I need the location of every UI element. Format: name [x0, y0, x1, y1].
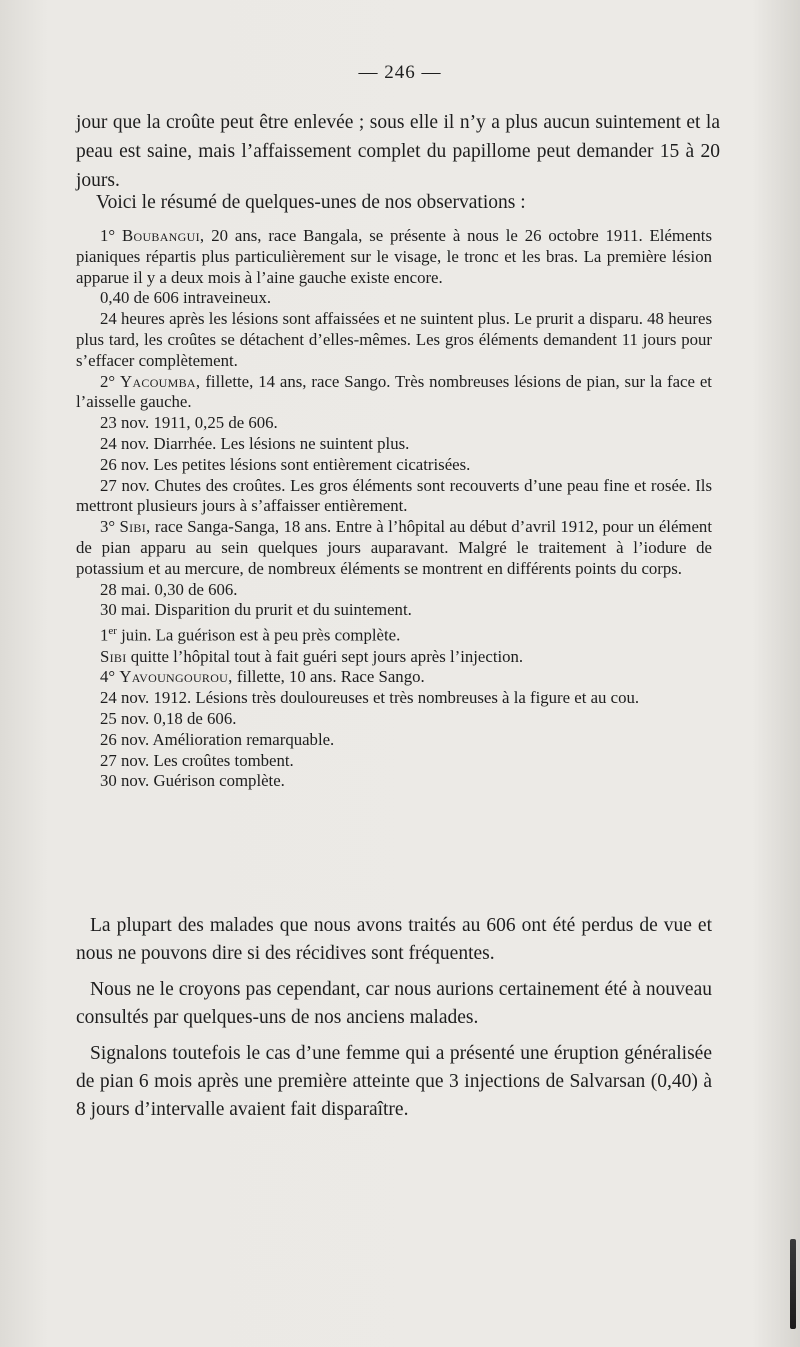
edge-mark [790, 1239, 796, 1329]
obs2-entry: 24 nov. Diarrhée. Les lésions ne suintent plus. [100, 433, 410, 453]
observation-3 [76, 517, 712, 579]
observation-4 [76, 667, 712, 688]
obs1-number: 1° [100, 226, 116, 245]
observations-list [76, 226, 712, 792]
obs3-juin-superscript: er [108, 625, 117, 638]
obs4-entry: 26 nov. Amélioration remarquable. [100, 729, 335, 749]
obs3-entry-juin [76, 621, 712, 646]
conclusion-paragraph: La plupart des malades que nous avons traités au 606 ont été perdus de vue et nous ne pouvons dire si des récidives sont fréquentes. [76, 915, 712, 964]
obs3-closing [76, 647, 712, 668]
intro-paragraph [76, 108, 720, 195]
obs4-description: fillette, 10 ans. Race Sango. [236, 667, 425, 687]
conclusion-section [76, 912, 712, 1132]
obs4-entry: 24 nov. 1912. Lésions très douloureuses et très nombreuses à la figure et au cou. [100, 688, 640, 708]
obs4-entry: 30 nov. Guérison complète. [100, 771, 285, 791]
obs3-closing-name: Sibi [100, 646, 127, 666]
obs1-entry: 0,40 de 606 intraveineux. [100, 288, 272, 308]
obs3-number: 3° [100, 517, 116, 537]
obs2-entry: 26 nov. Les petites lésions sont entièrement cicatrisées. [100, 454, 471, 474]
obs4-entry: 25 nov. 0,18 de 606. [100, 708, 237, 728]
obs4-number: 4° [100, 667, 116, 687]
obs3-entry: 30 mai. Disparition du prurit et du suintement. [100, 600, 412, 620]
obs2-entry: 23 nov. 1911, 0,25 de 606. [100, 413, 278, 433]
obs2-entry: 27 nov. Chutes des croûtes. Les gros éléments sont recouverts d’une peau fine et rosée. Ils mettront plusieurs jours à s’affaisser entièrement. [76, 475, 712, 516]
obs3-description: race Sanga-Sanga, 18 ans. Entre à l’hôpital au début d’avril 1912, pour un élément de pian apparu au sein quelques jours auparavant. Malgré le traitement à l’iodure de potassium et au mercure, de nombreux éléments se montrent en différents points du corps. [76, 517, 712, 578]
obs4-patient-name: Yavoungourou, [119, 667, 233, 687]
obs1-description: 20 ans, race Bangala, se présente à nous le 26 octobre 1911. Eléments pianiques répartis plus particulièrement sur le visage, le tronc et les bras. La première lésion apparue il y a deux mois à l’aine gauche existe encore. [76, 226, 712, 287]
observation-1 [76, 226, 712, 288]
page-number: — 246 — [358, 62, 442, 83]
obs3-juin-number: 1 [100, 625, 109, 645]
obs3-entry: 28 mai. 0,30 de 606. [100, 579, 238, 599]
obs1-entry: 24 heures après les lésions sont affaissées et ne suintent plus. Le prurit a disparu. 48 heures plus tard, les croûtes se détachent d’elles-mêmes. Les gros éléments demandent 11 jours pour s’effacer complètement. [76, 309, 712, 370]
conclusion-paragraph: Signalons toutefois le cas d’une femme qui a présenté une éruption généralisée de pian 6 mois après une première atteinte que 3 injections de Salvarsan (0,40) à 8 jours d’intervalle avaient fait disparaître. [76, 1043, 712, 1120]
obs3-juin-text: juin. La guérison est à peu près complète. [121, 625, 401, 645]
obs2-description: fillette, 14 ans, race Sango. Très nombreuses lésions de pian, sur la face et l’aisselle gauche. [76, 371, 712, 412]
observations-heading-text: Voici le résumé de quelques-unes de nos observations : [96, 192, 526, 213]
obs1-patient-name: Boubangui, [121, 226, 205, 245]
obs2-number: 2° [100, 371, 116, 391]
obs4-entry: 27 nov. Les croûtes tombent. [100, 750, 294, 770]
obs3-closing-text: quitte l’hôpital tout à fait guéri sept jours après l’injection. [130, 646, 524, 666]
conclusion-paragraph: Nous ne le croyons pas cependant, car nous aurions certainement été à nouveau consultés par quelques-uns de nos anciens malades. [76, 979, 712, 1028]
observation-2 [76, 372, 712, 414]
obs3-patient-name: Sibi, [119, 517, 151, 537]
observations-heading [76, 188, 720, 217]
intro-text: jour que la croûte peut être enlevée ; sous elle il n’y a plus aucun suintement et la peau est saine, mais l’affaissement complet du papillome peut demander 15 à 20 jours. [76, 112, 720, 191]
obs2-patient-name: Yacoumba, [120, 371, 201, 391]
